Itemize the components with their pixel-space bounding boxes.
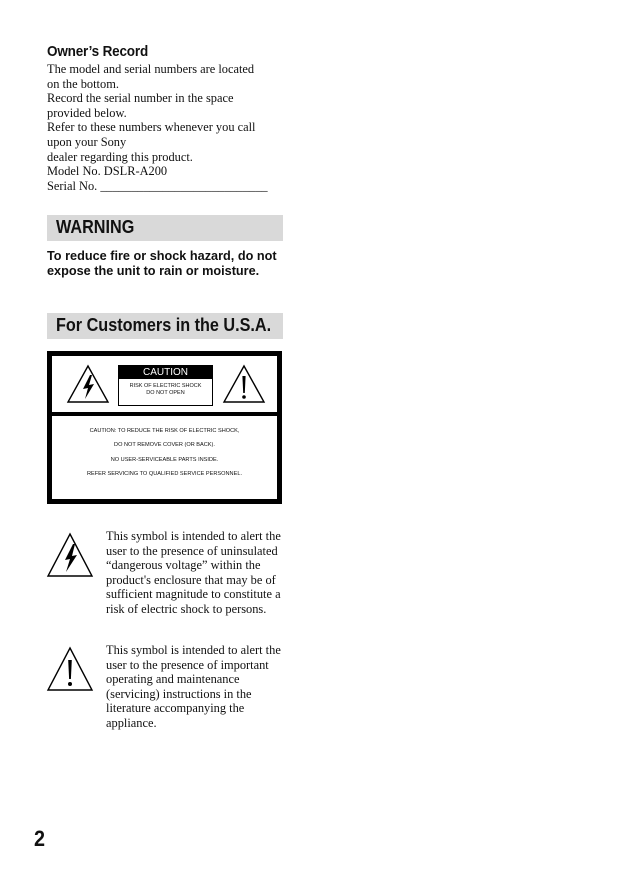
lightning-triangle-icon (46, 532, 94, 578)
owners-record-line: The model and serial numbers are located (47, 62, 255, 76)
warning-heading-band (47, 215, 283, 241)
model-number-line: Model No. DSLR-A200 (47, 164, 168, 179)
customers-heading-band (47, 313, 283, 339)
caution-risk-text: RISK OF ELECTRIC SHOCK (129, 383, 202, 389)
symbol-description: This symbol is intended to alert the user to the presence of uninsulated “dangerous voltage” within the product's enclosure that may be of sufficient magnitude to constitute a risk of electric shock to persons. (106, 529, 281, 616)
caution-center-label (118, 365, 213, 406)
caution-label-top-panel (52, 356, 277, 412)
caution-body-line: DO NOT REMOVE COVER (OR BACK). (114, 442, 215, 448)
lightning-triangle-icon (66, 364, 110, 404)
symbol-description: This symbol is intended to alert the user to the presence of important operating and maintenance (servicing) instructions in the literature accompanying the appliance. (106, 643, 281, 730)
caution-body-line: CAUTION: TO REDUCE THE RISK OF ELECTRIC SHOCK, (89, 428, 240, 434)
warning-text: To reduce fire or shock hazard, do not expose the unit to rain or moisture. (47, 249, 277, 278)
caution-label-bottom-panel (52, 416, 277, 499)
owners-record-line: provided below. (47, 105, 127, 120)
warning-heading: WARNING (56, 217, 135, 237)
caution-label (47, 351, 282, 504)
caution-title: CAUTION (119, 366, 212, 379)
owners-record-line: Refer to these numbers whenever you call (47, 120, 256, 135)
caution-body-line: NO USER-SERVICEABLE PARTS INSIDE. (110, 457, 219, 463)
owners-record-line: Record the serial number in the space (47, 91, 234, 106)
owners-record-line: on the bottom. (47, 76, 119, 91)
serial-number-line: Serial No. ___________________________ (47, 178, 268, 193)
owners-record-body (47, 62, 287, 193)
exclamation-triangle-icon (46, 646, 94, 692)
owners-record-title: Owner’s Record (47, 43, 149, 60)
owners-record-line: upon your Sony (47, 134, 127, 149)
page-number: 2 (34, 826, 46, 851)
owners-record-line: dealer regarding this product. (47, 149, 193, 164)
exclamation-triangle-icon (222, 364, 266, 404)
customers-heading: For Customers in the U.S.A. (56, 315, 272, 335)
caution-do-not-open-text: DO NOT OPEN (146, 390, 185, 396)
caution-body-line: REFER SERVICING TO QUALIFIED SERVICE PERSONNEL. (86, 471, 242, 477)
